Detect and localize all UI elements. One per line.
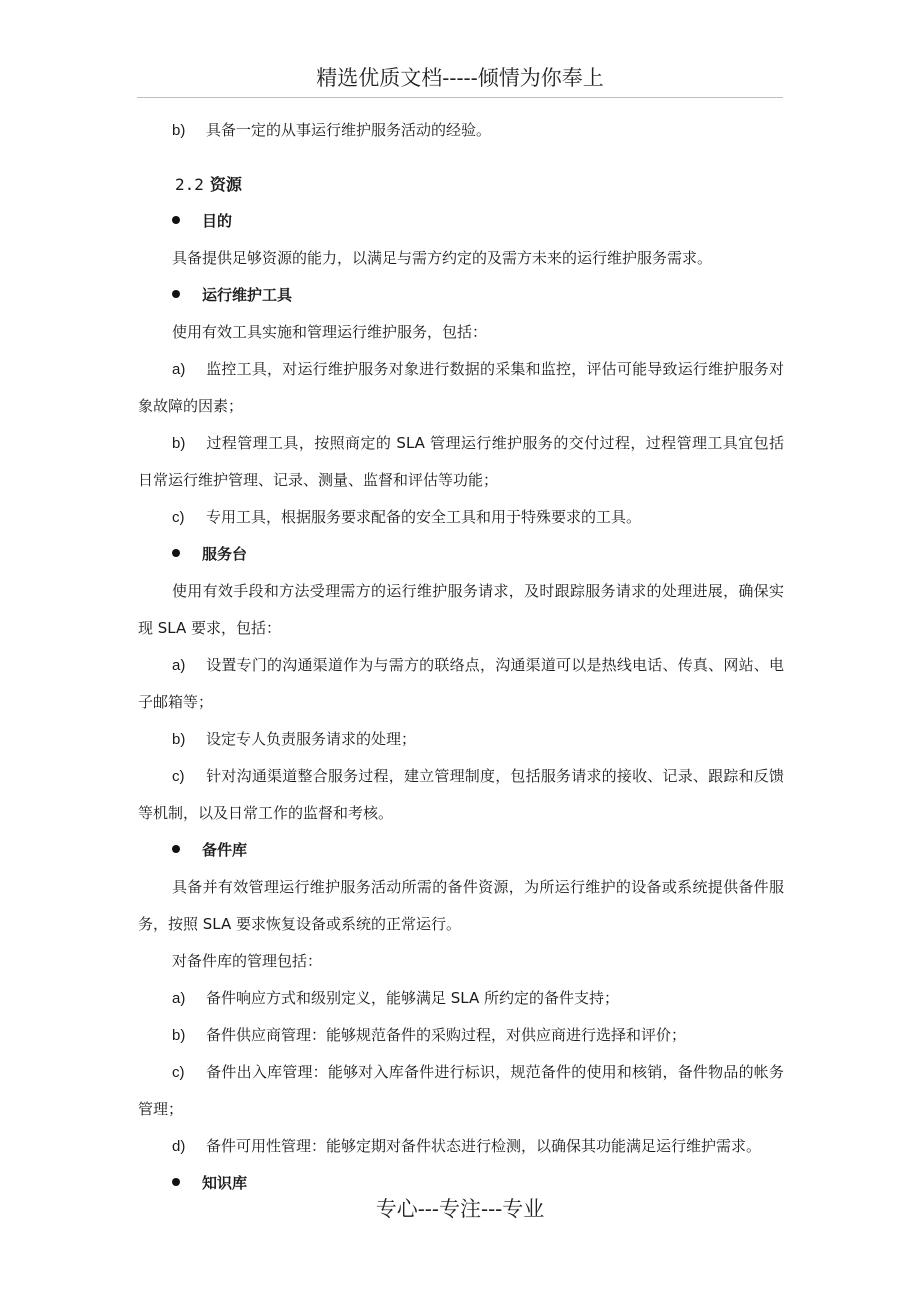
bullet-icon (172, 1178, 180, 1186)
list-marker: b) (172, 731, 186, 748)
list-item (138, 499, 784, 536)
section-title: 资源 (209, 175, 242, 194)
list-item-text: 监控工具，对运行维护服务对象进行数据的采集和监控，评估可能导致运行维护服务对象故障的因素； (138, 360, 784, 415)
spacer (138, 149, 784, 166)
list-item-text: 具备一定的从事运行维护服务活动的经验。 (206, 121, 492, 139)
list-item (138, 758, 784, 832)
list-marker: a) (172, 990, 186, 1007)
bullet-heading-text: 目的 (202, 212, 233, 230)
bullet-heading (138, 832, 784, 869)
list-item (138, 721, 784, 758)
list-item-text: 针对沟通渠道整合服务过程，建立管理制度，包括服务请求的接收、记录、跟踪和反馈等机制，以及日常工作的监督和考核。 (138, 767, 784, 822)
list-marker: c) (172, 509, 185, 526)
list-marker: c) (172, 768, 185, 785)
list-item-text: 设置专门的沟通渠道作为与需方的联络点，沟通渠道可以是热线电话、传真、网站、电子邮箱等； (138, 656, 784, 711)
list-item (138, 425, 784, 499)
list-marker: b) (172, 122, 186, 139)
paragraph: 具备提供足够资源的能力，以满足与需方约定的及需方未来的运行维护服务需求。 (172, 249, 713, 267)
bullet-icon (172, 845, 180, 853)
list-item-text: 专用工具，根据服务要求配备的安全工具和用于特殊要求的工具。 (206, 508, 642, 526)
list-marker: b) (172, 1027, 186, 1044)
section-number: 2.2 (175, 175, 204, 194)
page-footer: 专心---专注---专业 (375, 1197, 545, 1221)
list-item (138, 112, 784, 149)
list-marker: c) (172, 1064, 185, 1081)
bullet-heading-text: 服务台 (202, 545, 248, 563)
list-item-text: 备件响应方式和级别定义，能够满足 SLA 所约定的备件支持； (206, 989, 620, 1007)
list-item-text: 备件出入库管理：能够对入库备件进行标识，规范备件的使用和核销，备件物品的帐务管理； (138, 1063, 784, 1118)
bullet-icon (172, 216, 180, 224)
list-item (138, 1054, 784, 1128)
header-divider (137, 97, 783, 98)
bullet-heading (138, 203, 784, 240)
list-item-text: 备件可用性管理：能够定期对备件状态进行检测，以确保其功能满足运行维护需求。 (206, 1137, 762, 1155)
bullet-heading (138, 536, 784, 573)
bullet-icon (172, 290, 180, 298)
bullet-heading-text: 知识库 (202, 1174, 248, 1192)
list-marker: a) (172, 361, 186, 378)
list-item (138, 1128, 784, 1165)
paragraph: 对备件库的管理包括： (172, 952, 323, 970)
list-marker: a) (172, 657, 186, 674)
page-header: 精选优质文档-----倾情为你奉上 (316, 66, 604, 90)
list-item-text: 备件供应商管理：能够规范备件的采购过程，对供应商进行选择和评价； (206, 1026, 687, 1044)
bullet-heading (138, 277, 784, 314)
paragraph: 具备并有效管理运行维护服务活动所需的备件资源，为所运行维护的设备或系统提供备件服务，按照 SLA 要求恢复设备或系统的正常运行。 (138, 878, 784, 933)
list-item-text: 设定专人负责服务请求的处理； (206, 730, 417, 748)
section-heading (138, 166, 784, 203)
bullet-heading-text: 备件库 (202, 841, 248, 859)
list-item-text: 过程管理工具，按照商定的 SLA 管理运行维护服务的交付过程，过程管理工具宜包括日常运行维护管理、记录、测量、监督和评估等功能； (138, 434, 784, 489)
list-item (138, 351, 784, 425)
document-body (138, 112, 784, 1202)
list-item (138, 980, 784, 1017)
list-item (138, 1017, 784, 1054)
list-item (138, 647, 784, 721)
list-marker: d) (172, 1138, 186, 1155)
list-marker: b) (172, 435, 186, 452)
bullet-heading-text: 运行维护工具 (202, 286, 293, 304)
bullet-icon (172, 549, 180, 557)
paragraph: 使用有效工具实施和管理运行维护服务，包括： (172, 323, 488, 341)
paragraph: 使用有效手段和方法受理需方的运行维护服务请求，及时跟踪服务请求的处理进展，确保实现 SLA 要求，包括： (138, 582, 784, 637)
